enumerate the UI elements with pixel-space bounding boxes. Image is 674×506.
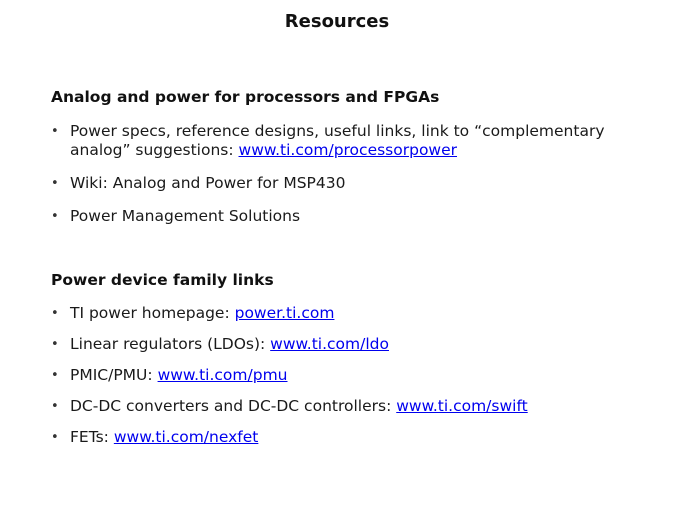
ldo-link[interactable]: www.ti.com/ldo: [270, 335, 389, 353]
bullet-icon: •: [51, 209, 59, 224]
list-item: [51, 428, 651, 447]
pmu-link[interactable]: www.ti.com/pmu: [157, 366, 288, 384]
power-family-list: [51, 304, 651, 447]
slide-title: Resources: [284, 11, 390, 32]
list-item-text: PMIC/PMU:: [70, 366, 158, 384]
list-item-text: TI power homepage:: [70, 304, 235, 322]
list-item: [51, 174, 651, 193]
bullet-icon: •: [51, 306, 59, 321]
list-item-text: Wiki: Analog and Power for MSP430: [70, 174, 346, 192]
list-item: [51, 207, 651, 226]
list-item-text: Power Management Solutions: [70, 207, 301, 225]
section-heading-analog-power: Analog and power for processors and FPGAs: [51, 88, 440, 106]
bullet-icon: •: [51, 430, 59, 445]
list-item-text: Linear regulators (LDOs):: [70, 335, 271, 353]
bullet-icon: •: [51, 124, 59, 139]
bullet-icon: •: [51, 176, 59, 191]
power-homepage-link[interactable]: power.ti.com: [234, 304, 335, 322]
list-item: [51, 366, 651, 385]
list-item-text: Power specs, reference designs, useful links, link to “complementary: [70, 122, 605, 140]
processorpower-link[interactable]: www.ti.com/processorpower: [238, 141, 458, 159]
list-item: [51, 335, 651, 354]
list-item: [51, 122, 651, 160]
list-item-text: analog” suggestions:: [70, 141, 239, 159]
list-item: [51, 397, 651, 416]
bullet-icon: •: [51, 368, 59, 383]
list-item: [51, 304, 651, 323]
nexfet-link[interactable]: www.ti.com/nexfet: [113, 428, 259, 446]
section-heading-power-family: Power device family links: [51, 271, 274, 289]
swift-link[interactable]: www.ti.com/swift: [396, 397, 528, 415]
analog-power-list: [51, 122, 651, 226]
list-item-text: FETs:: [70, 428, 114, 446]
bullet-icon: •: [51, 399, 59, 414]
list-item-text: DC-DC converters and DC-DC controllers:: [70, 397, 397, 415]
bullet-icon: •: [51, 337, 59, 352]
